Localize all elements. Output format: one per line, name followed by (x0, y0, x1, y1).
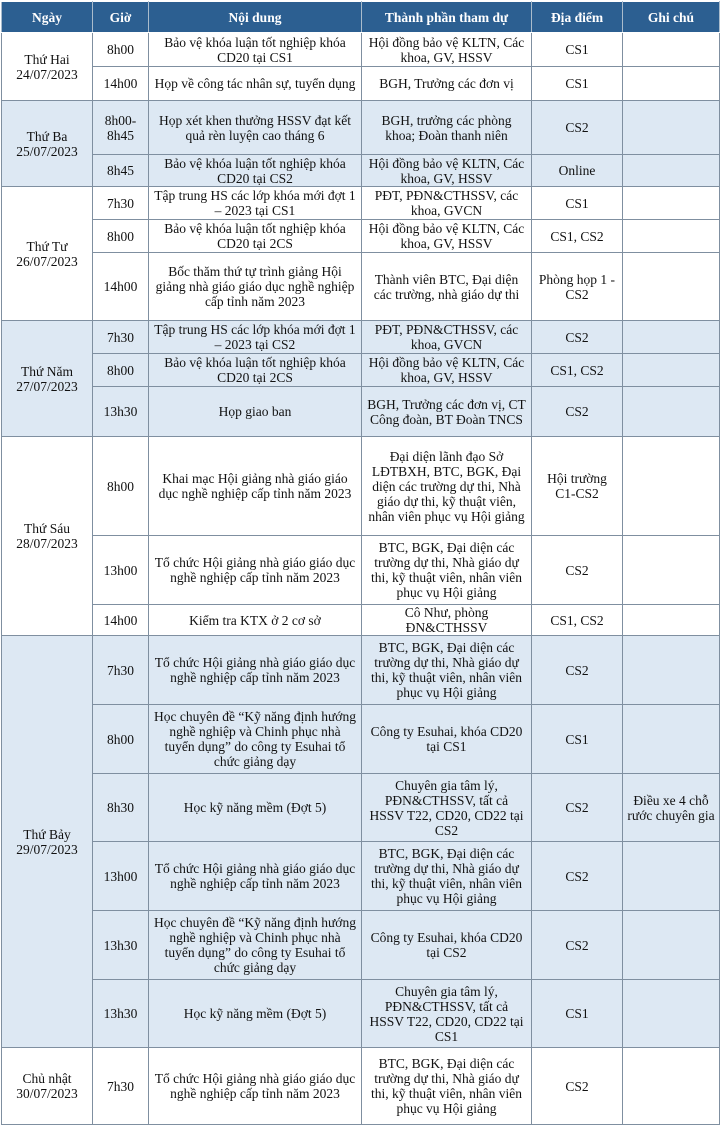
note-cell (623, 354, 720, 387)
location-cell: CS1, CS2 (532, 220, 623, 253)
schedule-row (2, 842, 720, 911)
time-cell: 13h30 (93, 980, 149, 1048)
content-cell: Họp về công tác nhân sự, tuyển dụng (149, 67, 362, 101)
content-cell: Bảo vệ khóa luận tốt nghiệp khóa CD20 tại CS1 (149, 33, 362, 67)
time-cell: 8h30 (93, 774, 149, 842)
content-cell: Học chuyên đề “Kỹ năng định hướng nghề nghiệp và Chinh phục nhà tuyển dụng” do công ty Esuhai tổ chức giảng dạy (149, 705, 362, 774)
day-cell (2, 321, 93, 437)
note-cell (623, 253, 720, 321)
content-cell: Kiểm tra KTX ở 2 cơ sở (149, 605, 362, 636)
note-cell (623, 101, 720, 155)
location-cell: CS1 (532, 705, 623, 774)
day-date: 24/07/2023 (16, 66, 78, 82)
day-cell (2, 636, 93, 1048)
participants-cell: Công ty Esuhai, khóa CD20 tại CS2 (362, 911, 532, 980)
location-cell: CS1, CS2 (532, 605, 623, 636)
location-cell: CS2 (532, 636, 623, 705)
content-cell: Họp giao ban (149, 387, 362, 437)
schedule-row (2, 187, 720, 220)
schedule-row (2, 536, 720, 605)
content-cell: Bảo vệ khóa luận tốt nghiệp khóa CD20 tại 2CS (149, 220, 362, 253)
schedule-row (2, 321, 720, 354)
day-name: Thứ Sáu (24, 521, 70, 536)
header-day: Ngày (2, 2, 93, 33)
day-cell (2, 33, 93, 101)
time-cell: 8h45 (93, 155, 149, 187)
header-participants: Thành phần tham dự (362, 2, 532, 33)
header-note: Ghi chú (623, 2, 720, 33)
note-cell (623, 321, 720, 354)
participants-cell: BGH, Trưởng các đơn vị, CT Công đoàn, BT Đoàn TNCS (362, 387, 532, 437)
schedule-row (2, 437, 720, 536)
participants-cell: Hội đồng bảo vệ KLTN, Các khoa, GV, HSSV (362, 220, 532, 253)
day-cell (2, 101, 93, 187)
content-cell: Họp xét khen thưởng HSSV đạt kết quả rèn luyện cao tháng 6 (149, 101, 362, 155)
schedule-row (2, 101, 720, 155)
time-cell: 7h30 (93, 636, 149, 705)
location-cell: CS1 (532, 33, 623, 67)
participants-cell: Công ty Esuhai, khóa CD20 tại CS1 (362, 705, 532, 774)
header-row (2, 2, 720, 33)
note-cell (623, 605, 720, 636)
participants-cell: PĐT, PĐN&CTHSSV, các khoa, GVCN (362, 187, 532, 220)
day-date: 29/07/2023 (16, 841, 78, 857)
note-cell (623, 911, 720, 980)
location-cell: CS2 (532, 1048, 623, 1125)
participants-cell: Cô Như, phòng ĐN&CTHSSV (362, 605, 532, 636)
participants-cell: Hội đồng bảo vệ KLTN, Các khoa, GV, HSSV (362, 33, 532, 67)
header-time: Giờ (93, 2, 149, 33)
participants-cell: Hội đồng bảo vệ KLTN, Các khoa, GV, HSSV (362, 155, 532, 187)
content-cell: Bảo vệ khóa luận tốt nghiệp khóa CD20 tại CS2 (149, 155, 362, 187)
content-cell: Tổ chức Hội giảng nhà giáo giáo dục nghề nghiệp cấp tỉnh năm 2023 (149, 842, 362, 911)
schedule-body (2, 33, 720, 1125)
content-cell: Bảo vệ khóa luận tốt nghiệp khóa CD20 tại 2CS (149, 354, 362, 387)
location-cell: CS2 (532, 536, 623, 605)
location-cell: CS2 (532, 911, 623, 980)
participants-cell: Hội đồng bảo vệ KLTN, Các khoa, GV, HSSV (362, 354, 532, 387)
participants-cell: BTC, BGK, Đại diện các trường dự thi, Nhà giáo dự thi, kỹ thuật viên, nhân viên phục vụ Hội giảng (362, 842, 532, 911)
note-cell (623, 155, 720, 187)
location-cell: Online (532, 155, 623, 187)
note-cell (623, 220, 720, 253)
participants-cell: BTC, BGK, Đại diện các trường dự thi, Nhà giáo dự thi, kỹ thuật viên, nhân viên phục vụ Hội giảng (362, 636, 532, 705)
content-cell: Học kỹ năng mềm (Đợt 5) (149, 980, 362, 1048)
time-cell: 13h30 (93, 387, 149, 437)
note-cell (623, 33, 720, 67)
participants-cell: Chuyên gia tâm lý, PĐN&CTHSSV, tất cả HSSV T22, CD20, CD22 tại CS1 (362, 980, 532, 1048)
time-cell: 14h00 (93, 253, 149, 321)
location-cell: CS1 (532, 187, 623, 220)
schedule-row (2, 67, 720, 101)
note-cell (623, 1048, 720, 1125)
location-cell: CS1 (532, 67, 623, 101)
location-cell: CS2 (532, 387, 623, 437)
day-name: Thứ Bảy (23, 826, 71, 842)
note-cell: Điều xe 4 chỗ rước chuyên gia (623, 774, 720, 842)
schedule-row (2, 705, 720, 774)
day-date: 27/07/2023 (16, 378, 78, 394)
content-cell: Bốc thăm thứ tự trình giảng Hội giảng nhà giáo giáo dục nghề nghiệp cấp tỉnh năm 2023 (149, 253, 362, 321)
content-cell: Tổ chức Hội giảng nhà giáo giáo dục nghề nghiệp cấp tỉnh năm 2023 (149, 1048, 362, 1125)
note-cell (623, 636, 720, 705)
location-cell: CS2 (532, 101, 623, 155)
participants-cell: BTC, BGK, Đại diện các trường dự thi, Nhà giáo dự thi, kỹ thuật viên, nhân viên phục vụ Hội giảng (362, 536, 532, 605)
header-location: Địa điểm (532, 2, 623, 33)
day-cell (2, 1048, 93, 1125)
location-cell: Phòng họp 1 - CS2 (532, 253, 623, 321)
day-name: Thứ Hai (24, 51, 70, 67)
day-name: Chủ nhật (22, 1071, 72, 1086)
day-name: Thứ Năm (21, 363, 73, 379)
content-cell: Tổ chức Hội giảng nhà giáo giáo dục nghề nghiệp cấp tỉnh năm 2023 (149, 636, 362, 705)
schedule-row (2, 605, 720, 636)
header-content: Nội dung (149, 2, 362, 33)
time-cell: 14h00 (93, 67, 149, 101)
day-cell (2, 187, 93, 321)
schedule-row (2, 33, 720, 67)
content-cell: Tập trung HS các lớp khóa mới đợt 1 – 2023 tại CS1 (149, 187, 362, 220)
location-cell: Hội trường C1-CS2 (532, 437, 623, 536)
time-cell: 7h30 (93, 321, 149, 354)
time-cell: 13h00 (93, 536, 149, 605)
time-cell: 13h00 (93, 842, 149, 911)
note-cell (623, 437, 720, 536)
schedule-row (2, 636, 720, 705)
content-cell: Tập trung HS các lớp khóa mới đợt 1 – 2023 tại CS2 (149, 321, 362, 354)
time-cell: 8h00 (93, 437, 149, 536)
time-cell: 8h00 (93, 354, 149, 387)
schedule-row (2, 220, 720, 253)
schedule-row (2, 354, 720, 387)
schedule-row (2, 774, 720, 842)
location-cell: CS2 (532, 774, 623, 842)
location-cell: CS2 (532, 842, 623, 911)
content-cell: Khai mạc Hội giảng nhà giáo giáo dục nghề nghiệp cấp tỉnh năm 2023 (149, 437, 362, 536)
day-name: Thứ Ba (26, 128, 68, 144)
participants-cell: BGH, trưởng các phòng khoa; Đoàn thanh niên (362, 101, 532, 155)
schedule-row (2, 980, 720, 1048)
note-cell (623, 842, 720, 911)
location-cell: CS2 (532, 321, 623, 354)
schedule-row (2, 387, 720, 437)
participants-cell: Thành viên BTC, Đại diện các trường, nhà giáo dự thi (362, 253, 532, 321)
participants-cell: BTC, BGK, Đại diện các trường dự thi, Nhà giáo dự thi, kỹ thuật viên, nhân viên phục vụ Hội giảng (362, 1048, 532, 1125)
day-cell (2, 437, 93, 636)
participants-cell: PĐT, PĐN&CTHSSV, các khoa, GVCN (362, 321, 532, 354)
time-cell: 8h00 (93, 705, 149, 774)
time-cell: 7h30 (93, 1048, 149, 1125)
schedule-row (2, 155, 720, 187)
schedule-row (2, 911, 720, 980)
schedule-row (2, 1048, 720, 1125)
day-date: 30/07/2023 (16, 1086, 78, 1101)
note-cell (623, 387, 720, 437)
day-name: Thứ Tư (26, 238, 68, 254)
content-cell: Học chuyên đề “Kỹ năng định hướng nghề nghiệp và Chinh phục nhà tuyển dụng” do công ty Esuhai tổ chức giảng dạy (149, 911, 362, 980)
schedule-row (2, 253, 720, 321)
participants-cell: Đại diện lãnh đạo Sở LĐTBXH, BTC, BGK, Đại diện các trường dự thi, Nhà giáo dự thi, kỹ thuật viên, nhân viên phục vụ Hội giảng (362, 437, 532, 536)
note-cell (623, 67, 720, 101)
location-cell: CS1, CS2 (532, 354, 623, 387)
time-cell: 14h00 (93, 605, 149, 636)
time-cell: 8h00 (93, 33, 149, 67)
content-cell: Học kỹ năng mềm (Đợt 5) (149, 774, 362, 842)
participants-cell: BGH, Trưởng các đơn vị (362, 67, 532, 101)
time-cell: 8h00 (93, 220, 149, 253)
note-cell (623, 187, 720, 220)
participants-cell: Chuyên gia tâm lý, PĐN&CTHSSV, tất cả HSSV T22, CD20, CD22 tại CS2 (362, 774, 532, 842)
note-cell (623, 705, 720, 774)
day-date: 28/07/2023 (16, 536, 78, 551)
time-cell: 13h30 (93, 911, 149, 980)
content-cell: Tổ chức Hội giảng nhà giáo giáo dục nghề nghiệp cấp tỉnh năm 2023 (149, 536, 362, 605)
day-date: 25/07/2023 (16, 143, 78, 159)
schedule-table (1, 1, 720, 1125)
time-cell: 7h30 (93, 187, 149, 220)
note-cell (623, 536, 720, 605)
time-cell: 8h00-8h45 (93, 101, 149, 155)
day-date: 26/07/2023 (16, 253, 78, 269)
note-cell (623, 980, 720, 1048)
location-cell: CS1 (532, 980, 623, 1048)
